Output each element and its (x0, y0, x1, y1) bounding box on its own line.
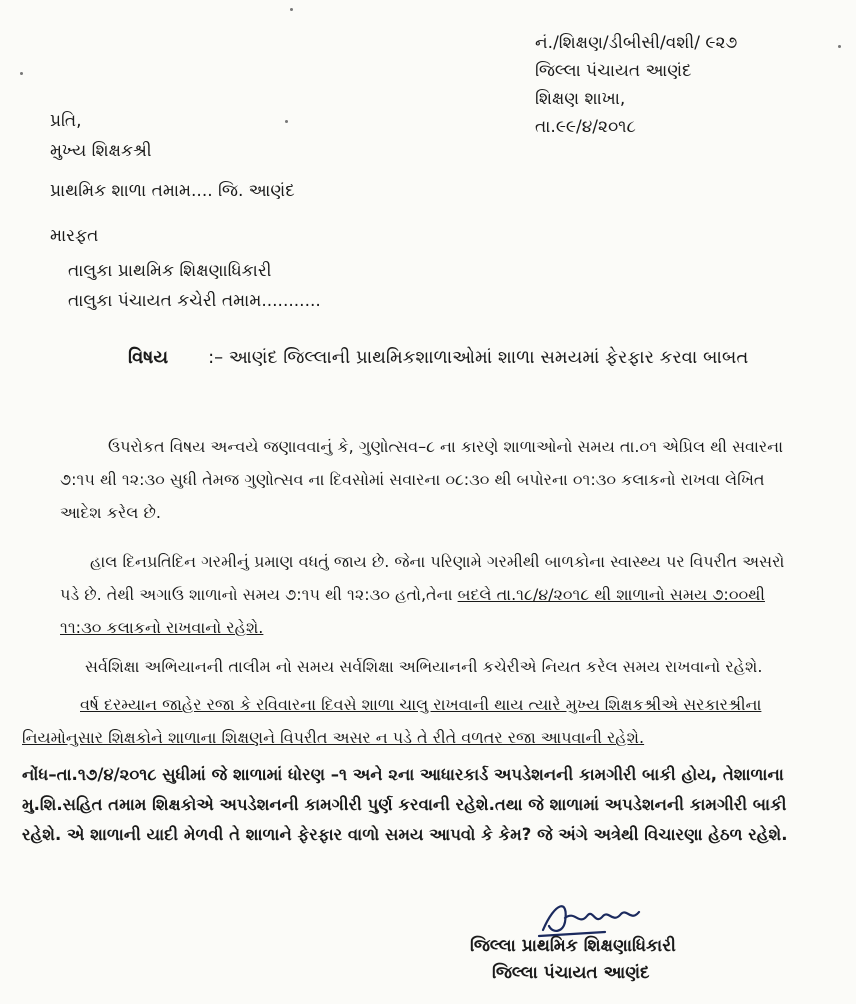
subject-label: વિષય (128, 347, 169, 368)
scan-speck (285, 120, 288, 123)
signatory-title: જિલ્લા પ્રાથમિક શિક્ષણાધિકારી (470, 936, 676, 956)
signatory-office: જિલ્લા પંચાયત આણંદ (492, 963, 650, 983)
scan-speck (838, 45, 841, 48)
recipient-headmaster: મુખ્ય શિક્ષકશ્રી (50, 141, 152, 161)
scan-speck (20, 72, 23, 75)
recipient-label: પ્રતિ, (50, 111, 82, 131)
paragraph-3: સર્વશિક્ષા અભિયાનની તાલીમ નો સમય સર્વશિક્ષા અભિયાનની કચેરીએ નિયત કરેલ સમય રાખવાનો રહેશે. (85, 657, 763, 676)
paragraph-2-text: હાલ દિનપ્રતિદિન ગરમીનું પ્રમાણ વધતું જાય છે. જેના પરિણામે ગરમીથી બાળકોના સ્વાસ્થ્ય પર વિપરીત અસરો પડે છે. તેથી અગાઉ શાળાનો સમય ૭:૧૫ થી ૧૨:૩૦ હતો,તેના (60, 552, 785, 604)
scan-speck (290, 8, 293, 11)
issuing-office: જિલ્લા પંચાયત આણંદ (535, 61, 692, 81)
paragraph-4: વર્ષ દરમ્યાન જાહેર રજા કે રવિવારના દિવસે શાળા ચાલુ રાખવાની થાય ત્યારે મુખ્ય શિક્ષકશ્રીએ સરકારશ્રીના નિયમોનુસાર શિક્ષકોને શાળાના શિક્ષણને વિપરીત અસર ન પડે તે રીતે વળતર રજા આપવાની રહેશે. (22, 695, 762, 747)
subject-line (128, 347, 748, 369)
paragraph-1: ઉપરોકત વિષય અન્વયે જણાવવાનું કે, ગુણોત્સવ–૮ ના કારણે શાળાઓનો સમય તા.૦૧ એપ્રિલ થી સવારના ૭:૧૫ થી ૧૨:૩૦ સુધી તેમજ ગુણોત્સવ ના દિવસોમાં સવારના ૦૮:૩૦ થી બપોરના ૦૧:૩૦ કલાકનો રાખવા લેખિત આદેશ કરેલ છે. (60, 437, 784, 522)
reference-number: નં./શિક્ષણ/ડીબીસી/વશી/ ૯૨૭ (535, 33, 738, 53)
issuing-branch: શિક્ષણ શાખા, (535, 89, 626, 109)
via-office: તાલુકા પંચાયત કચેરી તમામ........... (68, 291, 321, 311)
letter-date: તા.૯૯/૪/૨૦૧૮ (535, 117, 636, 137)
paragraph-2 (60, 545, 800, 644)
note-paragraph: નોંધ–તા.૧૭/૪/૨૦૧૮ સુધીમાં જે શાળામાં ધોરણ –૧ અને ૨ના આધારકાર્ડ અપડેશનની કામગીરી બાકી હોય, તેશાળાના મુ.શિ.સહિત તમામ શિક્ષકોએ અપડેશનની કામગીરી પુર્ણ કરવાની રહેશે.તથા જે શાળામાં અપડેશનની કામગીરી બાકી રહેશે. એ શાળાની યાદી મેળવી તે શાળાને ફેરફાર વાળો સમય આપવો કે કેમ? જે અંગે અત્રેથી વિચારણા હેઠળ રહેશે. (22, 765, 788, 844)
paragraph-2-underlined: બદલે તા.૧૮/૪/૨૦૧૮ થી શાળાનો સમય ૭:૦૦થી ૧૧:૩૦ કલાકનો રાખવાનો રહેશે. (60, 585, 765, 637)
recipient-schools: પ્રાથમિક શાળા તમામ.... જિ. આણંદ (50, 181, 295, 201)
signature-mark (535, 896, 645, 940)
via-label: મારફત (50, 226, 99, 246)
via-officer: તાલુકા પ્રાથમિક શિક્ષણાધિકારી (68, 261, 272, 281)
subject-text: :– આણંદ જિલ્લાની પ્રાથમિકશાળાઓમાં શાળા સમયમાં ફેરફાર કરવા બાબત (208, 347, 749, 368)
